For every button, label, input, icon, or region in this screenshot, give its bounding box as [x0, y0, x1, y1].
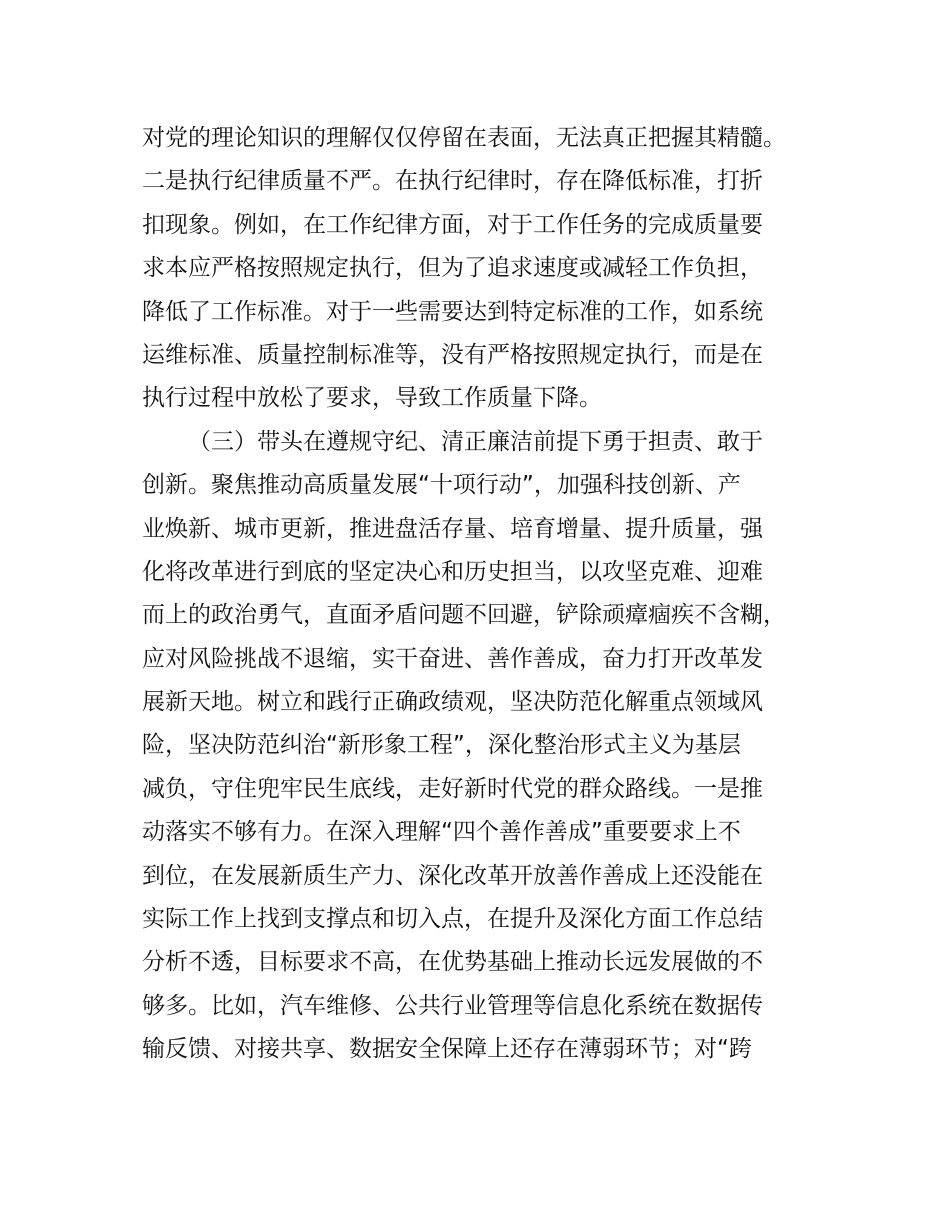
text-line: 求本应严格按照规定执行，但为了追求速度或减轻工作负担，: [142, 255, 763, 282]
text-line: 执行过程中放松了要求，导致工作质量下降。: [142, 385, 602, 412]
text-line: 到位，在发展新质生产力、深化改革开放善作善成上还没能在: [142, 862, 763, 889]
text-line: 输反馈、对接共享、数据安全保障上还存在薄弱环节；对“跨: [142, 1036, 752, 1063]
text-line: 险，坚决防范纠治“新形象工程”，深化整治形式主义为基层: [142, 732, 741, 759]
text-line: 动落实不够有力。在深入理解“四个善作善成”重要要求上不: [142, 819, 741, 846]
text-line: 而上的政治勇气，直面矛盾问题不回避，铲除顽瘴痼疾不含糊，: [142, 602, 786, 629]
section-heading-line: （三）带头在遵规守纪、清正廉洁前提下勇于担责、敢于: [188, 428, 763, 455]
text-line: 创新。聚焦推动高质量发展“十项行动”，加强科技创新、产: [142, 472, 741, 499]
text-line: 降低了工作标准。对于一些需要达到特定标准的工作，如系统: [142, 298, 763, 325]
text-line: 对党的理论知识的理解仅仅停留在表面，无法真正把握其精髓。: [142, 125, 786, 151]
text-line: 业焕新、城市更新，推进盘活存量、培育增量、提升质量，强: [142, 515, 763, 542]
text-line: 实际工作上找到支撑点和切入点，在提升及深化方面工作总结: [142, 906, 763, 933]
text-line: 减负，守住兜牢民生底线，走好新时代党的群众路线。一是推: [142, 775, 763, 802]
text-line: 够多。比如，汽车维修、公共行业管理等信息化系统在数据传: [142, 992, 763, 1019]
text-line: 分析不透，目标要求不高，在优势基础上推动长远发展做的不: [142, 949, 763, 976]
text-line: 扣现象。例如，在工作纪律方面，对于工作任务的完成质量要: [142, 211, 763, 238]
text-line: 展新天地。树立和践行正确政绩观，坚决防范化解重点领域风: [142, 689, 763, 716]
body-text: [142, 117, 842, 1072]
text-line: 运维标准、质量控制标准等，没有严格按照规定执行，而是在: [142, 341, 763, 368]
text-line: 应对风险挑战不退缩，实干奋进、善作善成，奋力打开改革发: [142, 645, 763, 672]
text-line: 二是执行纪律质量不严。在执行纪律时，存在降低标准，打折: [142, 168, 763, 195]
text-line: 化将改革进行到底的坚定决心和历史担当，以攻坚克难、迎难: [142, 558, 763, 585]
